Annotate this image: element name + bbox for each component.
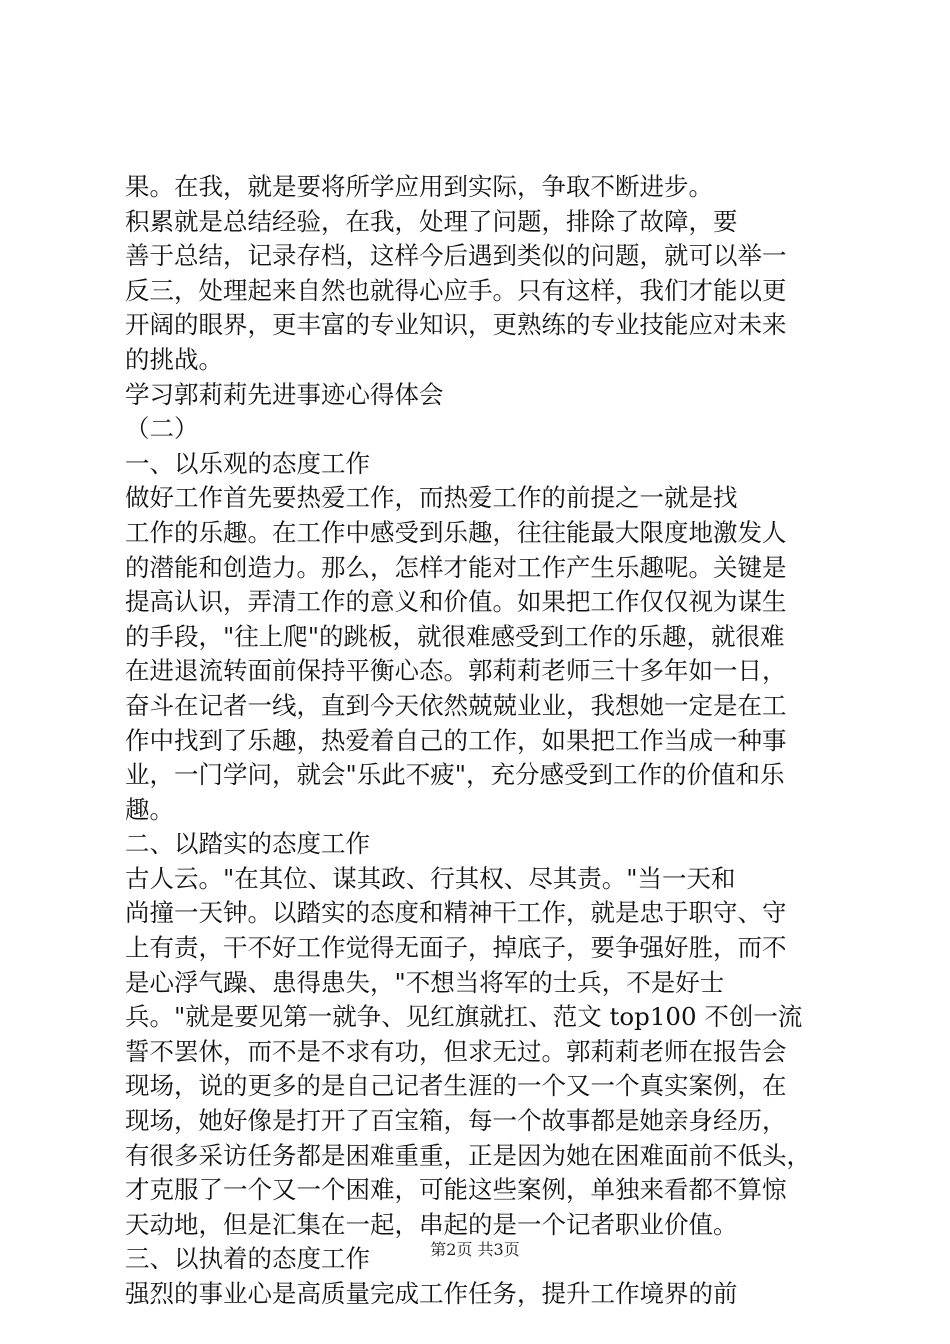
text-line: 工作的乐趣。在工作中感受到乐趣，往往能最大限度地激发人 [125,517,787,547]
section-heading: 学习郭莉莉先进事迹心得体会 [125,379,444,409]
text-line: 业，一门学问，就会"乐此不疲"，充分感受到工作的价值和乐 [125,760,785,790]
section-heading: 一、以乐观的态度工作 [125,448,370,478]
text-line: 果。在我，就是要将所学应用到实际，争取不断进步。 [125,172,713,201]
text-line: 奋斗在记者一线，直到今天依然兢兢业业，我想她一定是在工 [125,690,787,720]
text-line: 誓不罢休，而不是不求有功，但求无过。郭莉莉老师在报告会 [125,1036,787,1066]
text-line: 在进退流转面前保持平衡心态。郭莉莉老师三十多年如一日， [125,656,787,686]
text-line: 天动地，但是汇集在一起，串起的是一个记者职业价值。 [125,1209,738,1239]
text-line: 善于总结，记录存档，这样今后遇到类似的问题，就可以举一 [125,241,787,271]
text-line: 强烈的事业心是高质量完成工作任务，提升工作境界的前 [125,1279,738,1308]
page-footer: 第2页 共3页 [430,1240,520,1259]
section-heading: 三、以执着的态度工作 [125,1244,370,1274]
text-line: 反三，处理起来自然也就得心应手。只有这样，我们才能以更 [125,275,787,305]
text-line: 有很多采访任务都是困难重重，正是因为她在困难面前不低头， [125,1140,811,1170]
text-line: 兵。"就是要见第一就争、见红旗就扛、范文 top100 不创一流 [125,1002,803,1032]
text-line: 积累就是总结经验，在我，处理了问题，排除了故障，要 [125,206,738,236]
text-line: 现场，她好像是打开了百宝箱，每一个故事都是她亲身经历， [125,1106,787,1136]
text-line: 趣。 [125,794,174,824]
body-text [125,170,840,1312]
section-heading: （二） [125,414,199,444]
text-line: 才克服了一个又一个困难，可能这些案例，单独来看都不算惊 [125,1175,787,1205]
text-line: 上有责，干不好工作觉得无面子，掉底子，要争强好胜，而不 [125,933,787,963]
section-heading: 二、以踏实的态度工作 [125,829,370,859]
text-line: 的潜能和创造力。那么，怎样才能对工作产生乐趣呢。关键是 [125,552,787,582]
text-line: 尚撞一天钟。以踏实的态度和精神干工作，就是忠于职守、守 [125,898,787,928]
text-line: 的挑战。 [125,344,223,374]
text-line: 现场，说的更多的是自己记者生涯的一个又一个真实案例，在 [125,1071,787,1101]
text-line: 古人云。"在其位、谋其政、行其权、尽其责。"当一天和 [125,863,736,893]
text-line: 的手段，"往上爬"的跳板，就很难感受到工作的乐趣，就很难 [125,621,785,651]
text-line: 是心浮气躁、患得患失，"不想当将军的士兵，不是好士 [125,967,725,997]
text-line: 开阔的眼界，更丰富的专业知识，更熟练的专业技能应对未来 [125,310,787,340]
text-line: 提高认识，弄清工作的意义和价值。如果把工作仅仅视为谋生 [125,587,787,617]
text-line: 做好工作首先要热爱工作，而热爱工作的前提之一就是找 [125,483,738,513]
text-line: 作中找到了乐趣，热爱着自己的工作，如果把工作当成一种事 [125,725,787,755]
